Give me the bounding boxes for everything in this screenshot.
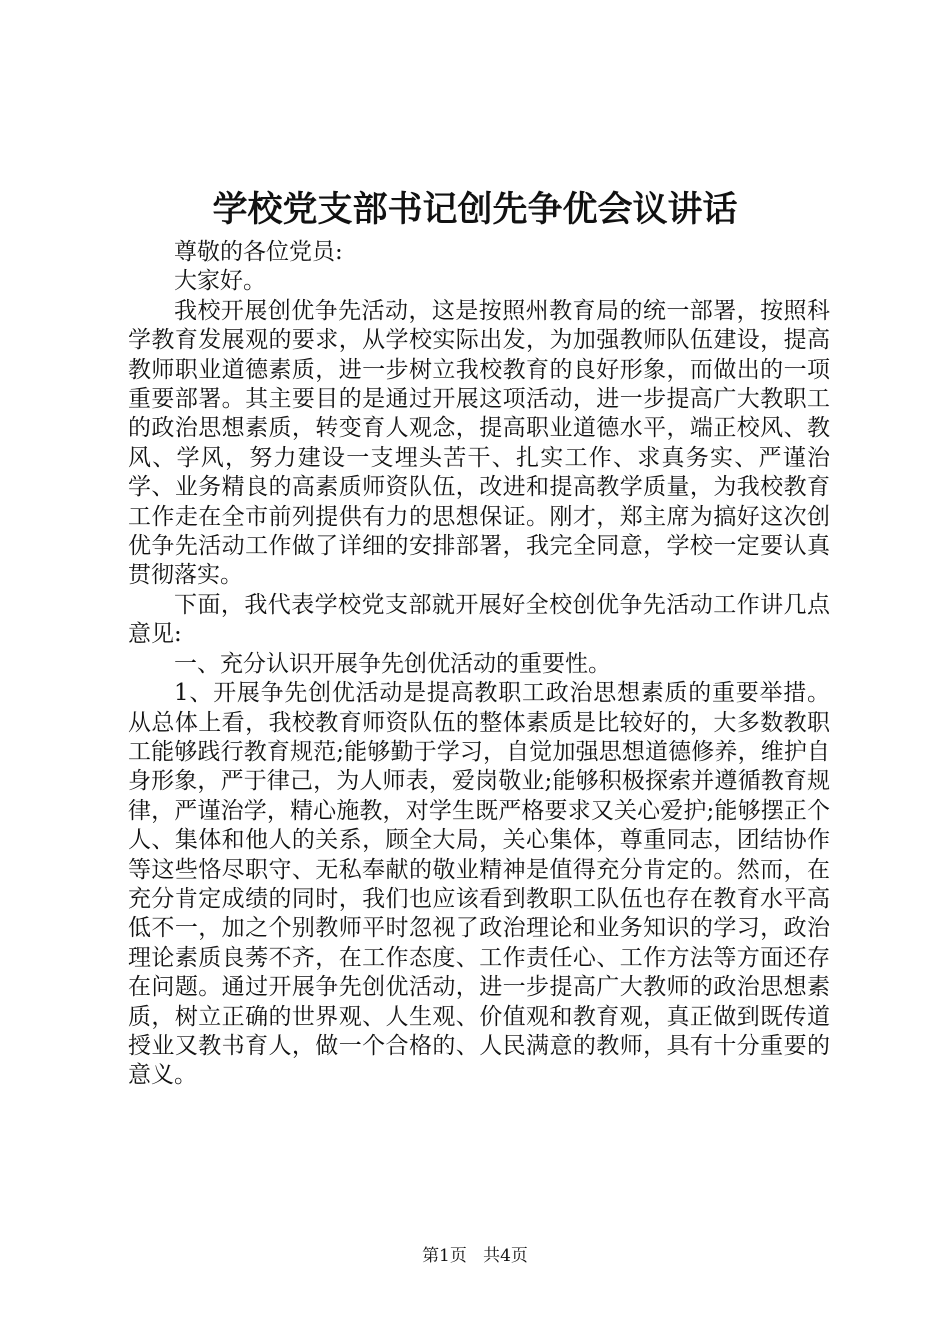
- document-body: [128, 238, 830, 1091]
- body-paragraph: 我校开展创优争先活动，这是按照州教育局的统一部署，按照科学教育发展观的要求，从学校实际出发，为加强教师队伍建设，提高教师职业道德素质，进一步树立我校教育的良好形象，而做出的一项重要部署。其主要目的是通过开展这项活动，进一步提高广大教职工的政治思想素质，转变育人观念，提高职业道德水平，端正校风、教风、学风，努力建设一支埋头苦干、扎实工作、求真务实、严谨治学、业务精良的高素质师资队伍，改进和提高教学质量，为我校教育工作走在全市前列提供有力的思想保证。刚才，郑主席为搞好这次创优争先活动工作做了详细的安排部署，我完全同意，学校一定要认真贯彻落实。: [128, 297, 830, 589]
- document-title: 学校党支部书记创先争优会议讲话: [212, 189, 738, 230]
- page-footer: [0, 1244, 950, 1268]
- body-paragraph: 下面，我代表学校党支部就开展好全校创优争先活动工作讲几点意见:: [128, 591, 830, 648]
- page-number: 第1页: [422, 1246, 467, 1266]
- salutation: 尊敬的各位党员:: [174, 239, 343, 265]
- body-paragraph: 1、开展争先创优活动是提高教职工政治思想素质的重要举措。从总体上看，我校教育师资队伍的整体素质是比较好的，大多数教职工能够践行教育规范;能够勤于学习，自觉加强思想道德修养，维护自身形象，严于律己，为人师表，爱岗敬业;能够积极探索并遵循教育规律，严谨治学，精心施教，对学生既严格要求又关心爱护;能够摆正个人、集体和他人的关系，顾全大局，关心集体，尊重同志，团结协作等这些恪尽职守、无私奉献的敬业精神是值得充分肯定的。然而，在充分肯定成绩的同时，我们也应该看到教职工队伍也存在教育水平高低不一，加之个别教师平时忽视了政治理论和业务知识的学习，政治理论素质良莠不齐，在工作态度、工作责任心、工作方法等方面还存在问题。通过开展争先创优活动，进一步提高广大教师的政治思想素质，树立正确的世界观、人生观、价值观和教育观，真正做到既传道授业又教书育人，做一个合格的、人民满意的教师，具有十分重要的意义。: [128, 680, 830, 1089]
- page-separator: [472, 1246, 477, 1266]
- page-total: 共4页: [483, 1246, 528, 1266]
- section-heading: 一、充分认识开展争先创优活动的重要性。: [174, 650, 611, 677]
- greeting: 大家好。: [174, 268, 266, 295]
